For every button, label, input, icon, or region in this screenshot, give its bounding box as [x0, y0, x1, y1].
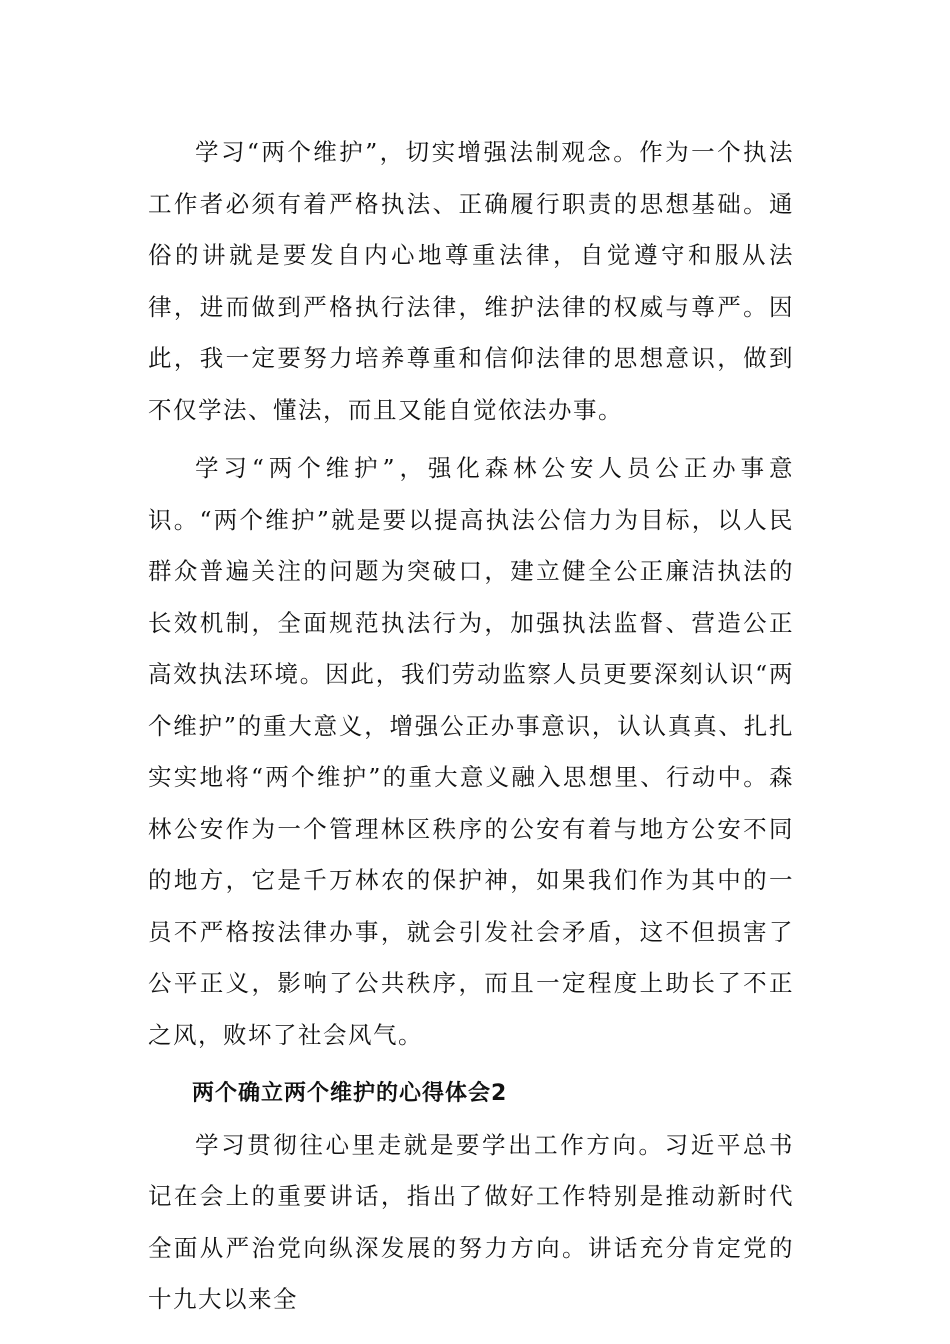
document-body — [148, 127, 794, 1326]
section-heading: 两个确立两个维护的心得体会2 — [192, 1081, 508, 1106]
paragraph-fair-conduct: 学习“两个维护”，强化森林公安人员公正办事意识。“两个维护”就是要以提高执法公信力为目标，以人民群众普遍关注的问题为突破口，建立健全公正廉洁执法的长效机制，全面规范执法行为，加强执法监督、营造公正高效执法环境。因此，我们劳动监察人员更要深刻认识“两个维护”的重大意义，增强公正办事意识，认认真真、扎扎实实地将“两个维护”的重大意义融入思想里、行动中。森林公安作为一个管理林区秩序的公安有着与地方公安不同的地方，它是千万林农的保护神，如果我们作为其中的一员不严格按法律办事，就会引发社会矛盾，这不但损害了公平正义，影响了公共秩序，而且一定程度上助长了不正之风，败坏了社会风气。 — [148, 454, 794, 1049]
paragraph-work-direction: 学习贯彻往心里走就是要学出工作方向。习近平总书记在会上的重要讲话，指出了做好工作特别是推动新时代全面从严治党向纵深发展的努力方向。讲话充分肯定党的十九大以来全 — [148, 1130, 794, 1313]
paragraph-rule-of-law: 学习“两个维护”，切实增强法制观念。作为一个执法工作者必须有着严格执法、正确履行职责的思想基础。通俗的讲就是要发自内心地尊重法律，自觉遵守和服从法律，进而做到严格执行法律，维护法律的权威与尊严。因此，我一定要努力培养尊重和信仰法律的思想意识，做到不仅学法、懂法，而且又能自觉依法办事。 — [148, 138, 794, 424]
